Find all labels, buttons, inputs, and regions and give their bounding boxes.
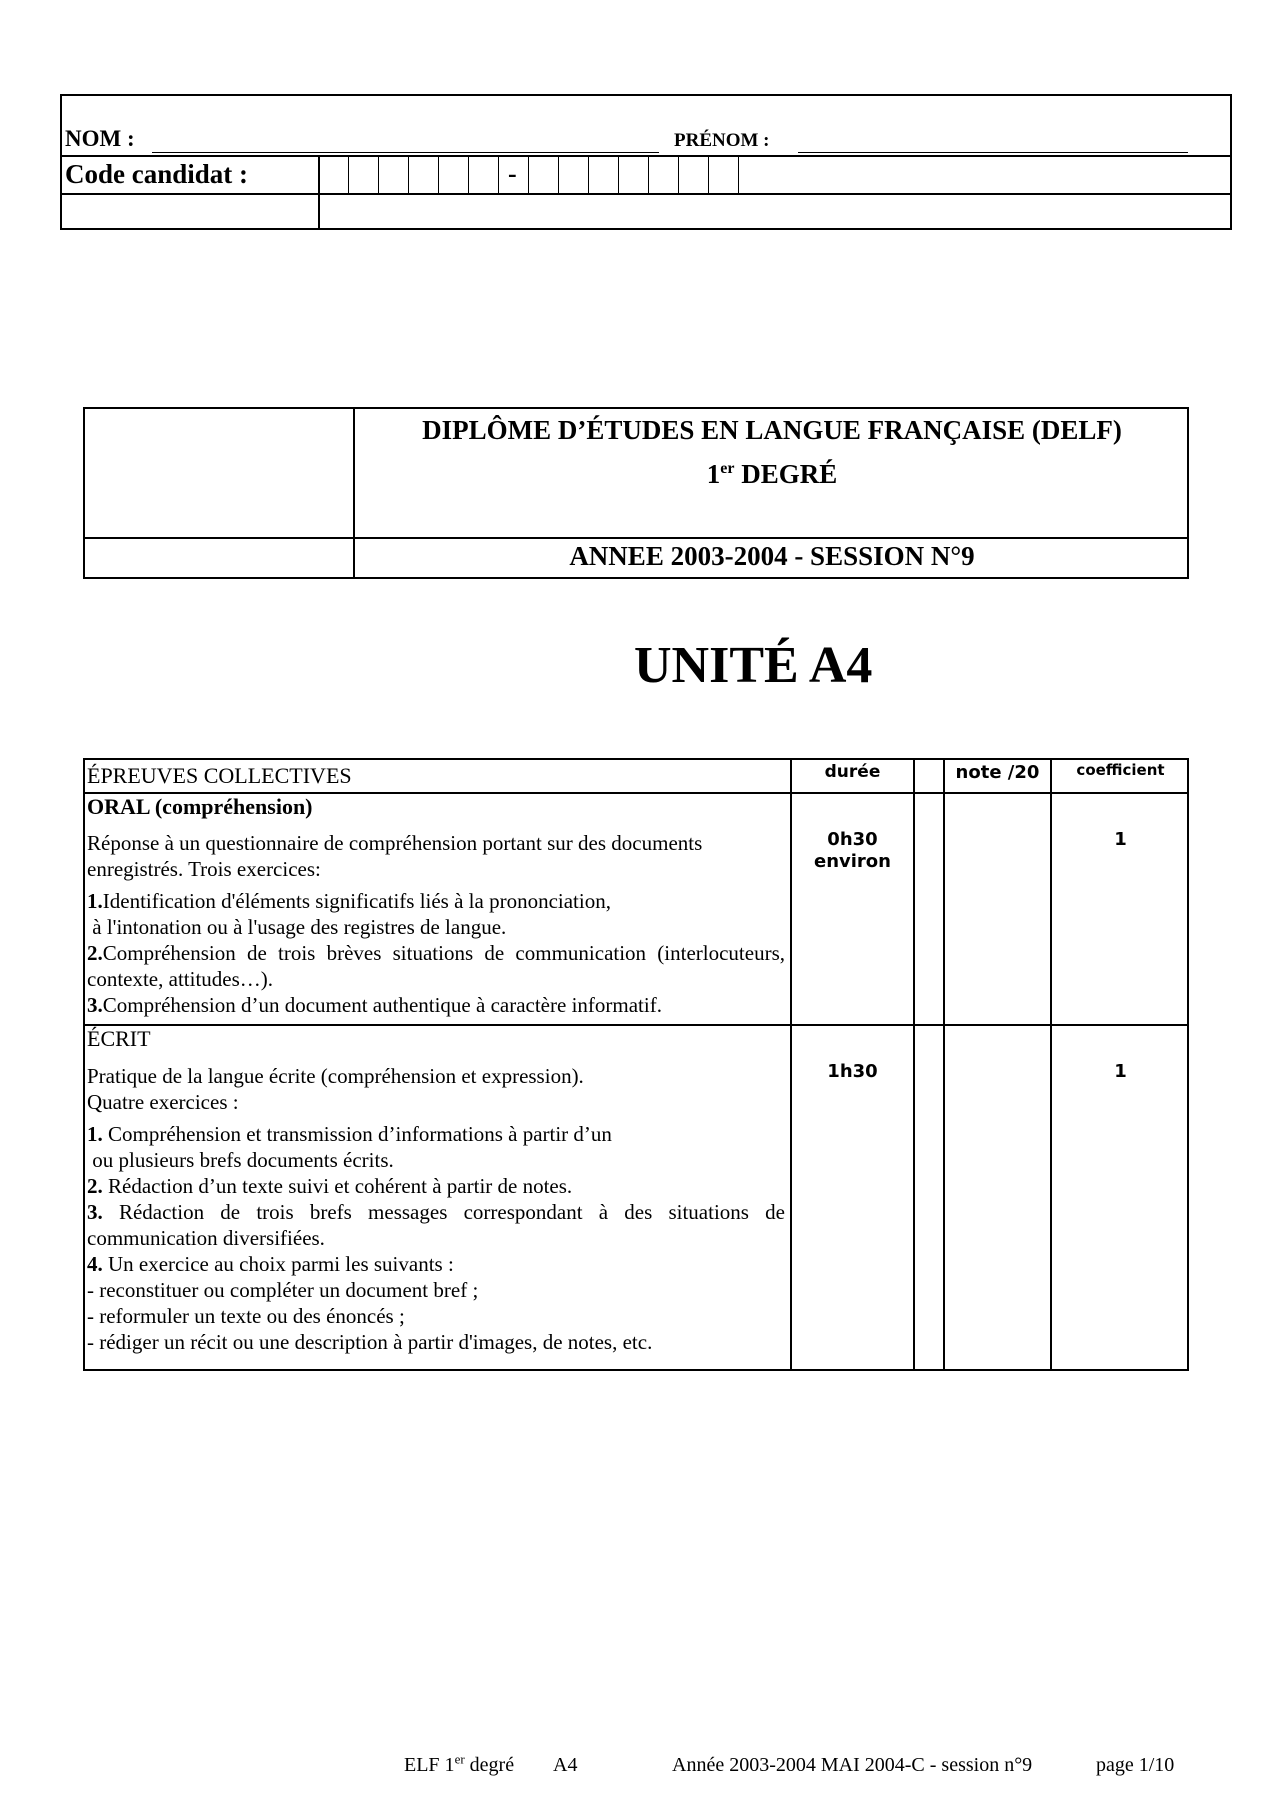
diploma-title: DIPLÔME D’ÉTUDES EN LANGUE FRANÇAISE (DELF) [422, 415, 1122, 445]
code-box[interactable] [588, 157, 589, 193]
degree-title: 1er DEGRÉ [706, 459, 838, 489]
ecrit-item: 1. Compréhension et transmission d’informations à partir d’un [87, 1122, 612, 1146]
code-box[interactable] [528, 157, 529, 193]
ecrit-intro: Pratique de la langue écrite (compréhension et expression). [87, 1064, 584, 1088]
code-separator: - [508, 159, 517, 188]
code-box[interactable] [678, 157, 679, 193]
oral-item: 3.Compréhension d’un document authentique à caractère informatif. [87, 993, 662, 1017]
code-label: Code candidat : [65, 159, 249, 189]
code-box[interactable] [498, 157, 499, 193]
code-box[interactable] [558, 157, 559, 193]
col-header-note: note /20 [955, 762, 1040, 783]
code-box[interactable] [468, 157, 469, 193]
ecrit-duree: 1h30 [827, 1061, 878, 1082]
oral-cell [87, 794, 785, 1018]
name-row [62, 96, 1230, 157]
oral-item: 2.Compréhension de trois brèves situations de communication (interlocuteurs, contexte, attitudes…). [87, 941, 785, 991]
col-header-coefficient: coefficient [1076, 761, 1165, 779]
footer-page: page 1/10 [1096, 1754, 1175, 1776]
ecrit-choice: - reformuler un texte ou des énoncés ; [87, 1304, 405, 1328]
ecrit-item-continued: ou plusieurs brefs documents écrits. [87, 1148, 394, 1172]
candidate-header [60, 94, 1232, 230]
blank-row [62, 195, 1230, 230]
oral-title: ORAL (compréhension) [87, 794, 313, 819]
ecrit-choice: - rédiger un récit ou une description à partir d'images, de notes, etc. [87, 1330, 653, 1354]
unit-title: UNITÉ A4 [634, 637, 873, 694]
footer-unit: A4 [553, 1754, 578, 1776]
code-box[interactable] [438, 157, 439, 193]
prenom-label: PRÉNOM : [674, 130, 770, 151]
code-row [62, 157, 1230, 195]
code-box[interactable] [378, 157, 379, 193]
footer-level: ELF 1er degré [404, 1751, 515, 1776]
oral-intro: Réponse à un questionnaire de compréhension portant sur des documents enregistrés. Trois exercices: [87, 831, 703, 881]
diploma-header [83, 407, 1189, 579]
ecrit-item: 3. Rédaction de trois brefs messages correspondant à des situations de communication diversifiées. [87, 1200, 785, 1250]
oral-item-continued: à l'intonation ou à l'usage des registres de langue. [87, 915, 507, 939]
code-box[interactable] [348, 157, 349, 193]
code-box[interactable] [408, 157, 409, 193]
ecrit-coefficient: 1 [1114, 1061, 1127, 1082]
prenom-field[interactable] [798, 152, 1188, 153]
oral-coefficient: 1 [1114, 829, 1127, 850]
ecrit-item: 4. Un exercice au choix parmi les suivants : [87, 1252, 454, 1276]
oral-duree: 0h30 environ [814, 829, 891, 872]
ecrit-intro: Quatre exercices : [87, 1090, 239, 1114]
ecrit-title: ÉCRIT [87, 1026, 151, 1051]
ecrit-cell [87, 1026, 785, 1355]
session-title: ANNEE 2003-2004 - SESSION N°9 [569, 541, 975, 571]
col-header-duree: durée [824, 762, 881, 782]
code-box[interactable] [648, 157, 649, 193]
nom-field[interactable] [152, 152, 659, 153]
ecrit-choice: - reconstituer ou compléter un document bref ; [87, 1278, 479, 1302]
footer-session: Année 2003-2004 MAI 2004-C - session n°9 [672, 1754, 1033, 1776]
oral-item: 1.Identification d'éléments significatifs liés à la prononciation, [87, 889, 611, 913]
nom-label: NOM : [65, 126, 135, 151]
col-header-epreuves: ÉPREUVES COLLECTIVES [87, 763, 352, 788]
exam-table [83, 758, 1189, 1371]
code-box[interactable] [708, 157, 709, 193]
code-box[interactable] [738, 157, 739, 193]
ecrit-item: 2. Rédaction d’un texte suivi et cohérent à partir de notes. [87, 1174, 573, 1198]
code-box[interactable] [618, 157, 619, 193]
